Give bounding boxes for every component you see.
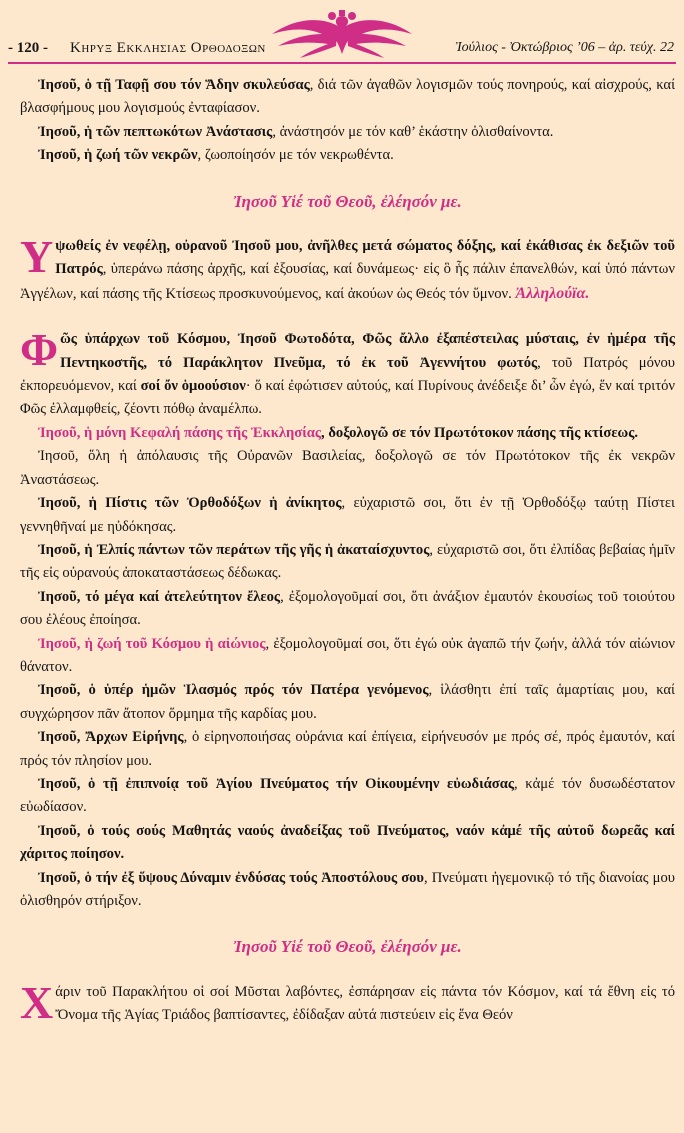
invocation-bold: Ἰησοῦ, ἡ τῶν πεπτωκότων Ἀνάστασις xyxy=(38,123,273,140)
invocation-7 xyxy=(20,539,675,586)
invocation-4 xyxy=(20,422,675,445)
page-header xyxy=(0,0,684,70)
page-number: - 120 - xyxy=(8,40,48,56)
invocation-8 xyxy=(20,586,675,633)
stanza-text: άριν τοῦ Παρακλήτου οἱ σοί Μῦσται λαβόντες, ἐσπάρησαν εἰς πάντα τόν Κόσμον, καί τά ἔθνη εἰς τό Ὄνομα τῆς Ἁγίας Τριάδος βαπτίσαντες, ἐδίδαξαν αὐτά πιστεύειν εἰς ἕνα Θεόν xyxy=(55,983,675,1024)
drop-cap: Υ xyxy=(20,231,54,283)
issue-date: Ἰούλιος - Ὀκτώβριος ’06 – ἀρ. τεύχ. 22 xyxy=(455,40,674,55)
stanza-text: , τοῦ Πατρός μόνου ἐκπορευόμενον, καί xyxy=(20,354,675,395)
invocation-text: , ἱλάσθητι ἐπί ταῖς ἁμαρτίαις μου, καί συγχώρησον πᾶν ἄτοπον ὅρμημα τῆς καρδίας μου. xyxy=(20,682,675,722)
invocation-2 xyxy=(20,121,675,144)
invocation-text: , κἀμέ τόν δυσωδέστατον εὐωδίασον. xyxy=(20,775,676,816)
invocation-3 xyxy=(20,144,675,167)
invocation-text: , ὁ εἰρηνοποιήσας οὐράνια καί ἐπίγεια, εἰρήνευσόν με πρός σέ, πρός ἐμαυτόν, καί πρός τόν πλησίον μου. xyxy=(20,729,675,769)
invocation-text: , εὐχαριστῶ σοι, ὅτι ἐν τῇ Ὀρθοδόξῳ ταύτῃ Πίστει γεννηθῆναί με ηὐδόκησας. xyxy=(20,495,675,535)
spacer xyxy=(20,213,675,235)
page-body xyxy=(20,74,675,1028)
invocation-text: , ἀνάστησόν με τόν καθ’ ἑκάστην ὀλισθαίνοντα. xyxy=(272,123,554,140)
refrain-2: Ἰησοῦ Υἱέ τοῦ Θεοῦ, ἐλέησόν με. xyxy=(233,937,462,957)
stanza-bold: σοί ὄν ὁμοούσιον xyxy=(140,378,246,395)
invocation-bold: Ἰησοῦ, ὁ ὑπέρ ἡμῶν Ἱλασμός πρός τόν Πατέρα γενόμενος xyxy=(38,682,429,699)
spacer xyxy=(20,306,675,328)
invocation-bold: Ἰησοῦ, ὁ τούς σούς Μαθητάς ναούς ἀναδείξας τοῦ Πνεύματος, ναόν κἀμέ τῆς αὐτοῦ δωρεᾶς καί χάριτος ποίησον. xyxy=(20,822,675,863)
invocation-bold: Ἰησοῦ, ὁ τήν ἐξ ὕψους Δύναμιν ἐνδύσας τούς Ἀποστόλους σου xyxy=(38,869,425,886)
invocation-text: , διά τῶν ἀγαθῶν λογισμῶν τούς πονηρούς, καί αἰσχρούς, καί βλασφήμους μου λογισμούς ἐνταφίασον. xyxy=(20,77,676,117)
stanza-bold: ῶς ὑπάρχων τοῦ Κόσμου, Ἰησοῦ Φωτοδότα, Φῶς ἄλλο ἐξαπέστειλας μύσταις, ἐν ἡμέρα τῆς Πεντηκοστῆς, τό Παράκλητον Πνεῦμα, τό ἐκ τοῦ Ἀγεννήτου φωτός xyxy=(60,331,675,371)
invocation-bold: Ἰησοῦ, ὁ τῇ Ταφῇ σου τόν Ἅδην σκυλεύσας xyxy=(38,77,310,93)
invocation-6 xyxy=(20,492,675,539)
invocation-11 xyxy=(20,726,675,773)
double-headed-eagle-icon xyxy=(268,10,416,62)
invocation-5 xyxy=(20,445,675,492)
stanza-text: , ὑπεράνω πάσης ἀρχῆς, καί ἐξουσίας, καί δυνάμεως· εἰς ὃ ἧς πάλιν ἐπανελθών, καί ὑπό πάντων Ἀγγέλων, καί πάσης τῆς Κτίσεως προσκυνούμενος, καί ἀκούων ὡς Θεός τόν ὕμνον. xyxy=(20,261,675,302)
stanza-pentecost xyxy=(20,324,675,422)
drop-cap: Φ xyxy=(20,324,59,376)
journal-title: Κηρυξ Εκκλησιας Ορθοδοξων xyxy=(70,40,266,56)
stanza-ascension xyxy=(20,231,675,306)
invocation-bold: Ἰησοῦ, Ἄρχων Εἰρήνης xyxy=(38,729,184,746)
invocation-text: , Πνεύματι ἡγεμονικῷ τό τῆς διανοίας μου ὀλισθηρόν στήριξον. xyxy=(20,869,675,909)
invocation-text: Ἰησοῦ, ὅλη ἡ ἀπόλαυσις τῆς Οὐρανῶν Βασιλείας, δοξολογῶ σε τόν Πρωτότοκον τῆς ἐκ νεκρῶν Ἀναστάσεως. xyxy=(20,448,675,488)
invocation-text: , εὐχαριστῶ σοι, ὅτι ἐλπίδας βεβαίας ἡμῖν τῆς εἰς οὐρανούς ἀποκαταστάσεως δέδωκας. xyxy=(20,541,676,582)
invocation-bold: Ἰησοῦ, ἡ Ἐλπίς πάντων τῶν περάτων τῆς γῆς ἡ ἀκαταίσχυντος xyxy=(38,541,430,558)
invocation-10 xyxy=(20,679,675,726)
spacer xyxy=(20,959,675,981)
invocation-text: , ζωοποίησόν με τόν νεκρωθέντα. xyxy=(197,147,394,164)
invocation-14 xyxy=(20,867,675,914)
invocation-bold: Ἰησοῦ, ἡ ζωή τῶν νεκρῶν xyxy=(38,147,198,164)
invocation-12 xyxy=(20,773,675,820)
invocation-text: , ἐξομολογοῦμαί σοι, ὅτι ἐγώ οὐκ ἀγαπῶ τήν ζωήν, ἀλλά τόν αἰώνιον θάνατον. xyxy=(20,635,675,675)
invocation-bold: Ἰησοῦ, τό μέγα καί ἀτελεύτητον ἔλεος xyxy=(38,588,281,605)
invocation-highlight: Ἰησοῦ, ἡ μόνη Κεφαλή πάσης τῆς Ἐκκλησίας xyxy=(38,424,322,441)
refrain-1: Ἰησοῦ Υἱέ τοῦ Θεοῦ, ἐλέησόν με. xyxy=(233,191,462,211)
invocation-bold: Ἰησοῦ, ὁ τῇ ἐπιπνοίᾳ τοῦ Ἁγίου Πνεύματος τήν Οἰκουμένην εὐωδιάσας xyxy=(38,775,515,792)
spacer xyxy=(20,913,675,935)
invocation-bold: Ἰησοῦ, ἡ Πίστις τῶν Ὀρθοδόξων ἡ ἀνίκητος xyxy=(38,495,342,512)
drop-cap: Χ xyxy=(20,976,54,1028)
invocation-highlight: Ἰησοῦ, ἡ ζωή τοῦ Κόσμου ἡ αἰώνιος xyxy=(38,635,266,652)
invocation-text: , ἐξομολογοῦμαί σοι, ὅτι ἀνάξιον ἐμαυτόν ἑκουσίως τοῦ τοιούτου σου ἐλέους ἐποίησα. xyxy=(20,588,676,629)
stanza-text: · ὅ καί ἐφώτισεν αὐτούς, καί Πυρίνους ἀνέδειξε δι’ ὧν ἐγώ, ἕν καί τριτόν Φῶς ἐλλαμφθείς, ζέοντι πόθῳ ἀναμέλπω. xyxy=(20,378,675,418)
invocation-1 xyxy=(20,74,675,121)
header-rule xyxy=(8,62,676,64)
stanza-apostles xyxy=(20,976,675,1028)
invocation-9 xyxy=(20,633,675,680)
invocation-13 xyxy=(20,820,675,867)
spacer xyxy=(20,168,675,190)
stanza-bold: ψωθείς ἐν νεφέλῃ, οὐρανοῦ Ἰησοῦ μου, ἀνῆλθες μετά σώματος δόξης, καί ἐκάθισας ἐκ δεξιῶν τοῦ Πατρός xyxy=(55,238,675,278)
alleluia: Ἀλληλούϊα. xyxy=(515,284,590,302)
invocation-bold: , δοξολογῶ σε τόν Πρωτότοκον πάσης τῆς κτίσεως. xyxy=(321,424,639,441)
